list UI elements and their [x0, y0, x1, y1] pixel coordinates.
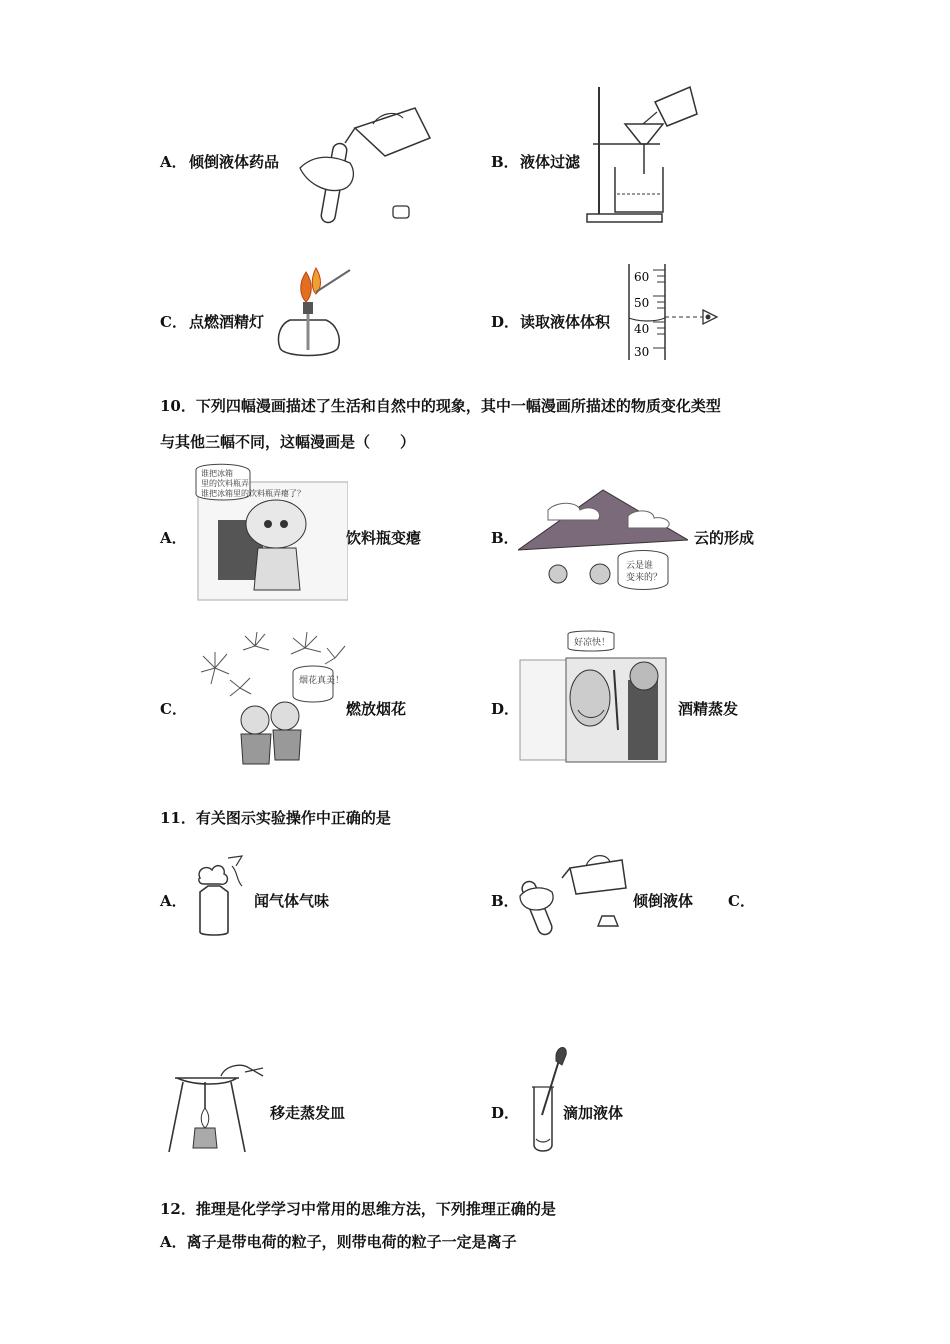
- pour-liquid-illustration: [295, 98, 435, 228]
- q9-option-d-text: 读取液体体积: [520, 313, 611, 331]
- q9-option-b-letter[interactable]: B．: [491, 153, 519, 171]
- cartoon-alcohol-evaporation: [518, 630, 668, 765]
- q11-stem: 11．有关图示实验操作中正确的是: [160, 809, 391, 827]
- q11-option-b-letter[interactable]: B．: [491, 892, 519, 910]
- q10-option-c-text: 燃放烟花: [346, 700, 407, 718]
- q9-option-a-text: 倾倒液体药品: [189, 153, 280, 171]
- q10-option-d-letter[interactable]: D．: [491, 700, 520, 718]
- q10-option-a-letter[interactable]: A．: [160, 529, 187, 547]
- q9-option-a-letter[interactable]: A．: [160, 153, 187, 171]
- q9-option-b-text: 液体过滤: [520, 153, 581, 171]
- cartoon-b-bubble: 云是谁变来的？: [518, 488, 525, 489]
- q12-option-a[interactable]: A．离子是带电荷的粒子，则带电荷的粒子一定是离子: [160, 1233, 517, 1251]
- graduated-cylinder-reading-illustration: [625, 262, 725, 362]
- remove-evaporating-dish-illustration: [165, 1058, 265, 1156]
- q11-option-c-text: 移走蒸发皿: [270, 1104, 346, 1122]
- q10-option-d-text: 酒精蒸发: [678, 700, 739, 718]
- pour-liquid-test-tube-illustration: [518, 838, 630, 938]
- q11-option-a-letter[interactable]: A．: [160, 892, 187, 910]
- q10-stem-line1: 10．下列四幅漫画描述了生活和自然中的现象，其中一幅漫画所描述的物质变化类型: [160, 397, 721, 415]
- q11-option-b-text: 倾倒液体: [633, 892, 694, 910]
- cylinder-tick-40: 40: [634, 322, 650, 336]
- cartoon-fireworks: [185, 628, 350, 770]
- alcohol-lamp-lighting-illustration: [270, 262, 360, 364]
- cylinder-tick-60: 60: [634, 270, 650, 284]
- filtration-apparatus-illustration: [585, 82, 705, 227]
- q10-option-c-letter[interactable]: C．: [160, 700, 187, 718]
- q11-option-c-letter[interactable]: C．: [728, 892, 755, 910]
- cartoon-d-bubble: 好凉快！: [574, 638, 611, 648]
- q12-stem: 12．推理是化学学习中常用的思维方法，下列推理正确的是: [160, 1200, 556, 1218]
- q9-option-c-text: 点燃酒精灯: [189, 313, 265, 331]
- cartoon-a-bubble: 谁把冰箱里的饮料瓶弄瘪了？: [201, 489, 305, 498]
- q10-option-a-text: 饮料瓶变瘪: [346, 529, 422, 547]
- q10-option-b-text: 云的形成: [694, 529, 755, 547]
- q11-option-d-text: 滴加液体: [563, 1104, 624, 1122]
- cartoon-c-bubble: 烟花真美！: [299, 676, 345, 686]
- dropper-test-tube-illustration: [522, 1043, 572, 1153]
- q10-stem-line2: 与其他三幅不同，这幅漫画是（ ）: [160, 433, 416, 451]
- svg-text:谁把冰箱: 谁把冰箱: [201, 469, 233, 478]
- svg-text:里的饮料瓶弄: 里的饮料瓶弄: [201, 479, 249, 488]
- q9-option-d-letter[interactable]: D．: [491, 313, 520, 331]
- smell-gas-bottle-illustration: [192, 852, 252, 938]
- svg-text:变来的？: 变来的？: [626, 573, 663, 583]
- q9-option-c-letter[interactable]: C．: [160, 313, 187, 331]
- q10-option-b-letter[interactable]: B．: [491, 529, 519, 547]
- cartoon-cloud-formation: [518, 488, 688, 600]
- cartoon-bottle-deformed: [188, 462, 348, 604]
- cylinder-tick-30: 30: [634, 345, 650, 359]
- q11-option-d-letter[interactable]: D．: [491, 1104, 520, 1122]
- q11-option-a-text: 闻气体气味: [254, 892, 330, 910]
- svg-text:云是谁: 云是谁: [626, 561, 654, 571]
- cylinder-tick-50: 50: [634, 296, 650, 310]
